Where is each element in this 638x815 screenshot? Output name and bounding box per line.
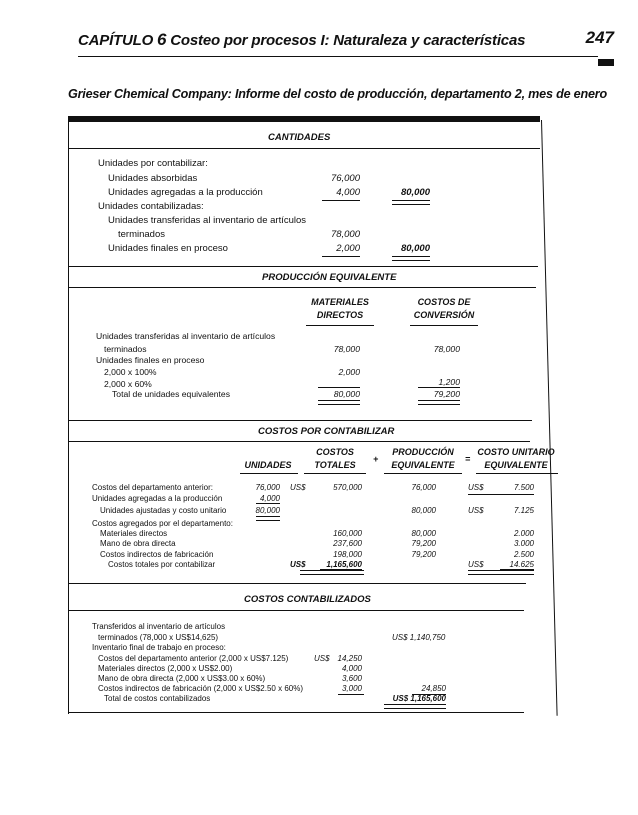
chapter-title: Costeo por procesos I: Naturaleza y características bbox=[170, 32, 526, 49]
total-value: US$ 1,165,600 bbox=[392, 694, 446, 703]
row-label: Unidades agregadas a la producción bbox=[92, 494, 223, 503]
row-unidades: 76,000 bbox=[255, 483, 280, 492]
row-currency: US$ bbox=[290, 560, 306, 569]
col-head-unidades: UNIDADES bbox=[244, 460, 292, 470]
underline bbox=[240, 473, 298, 474]
label: Costos indirectos de fabricación (2,000 x US$2.50 x 60%) bbox=[98, 684, 303, 693]
section-rule bbox=[68, 420, 532, 421]
value: 3,000 bbox=[341, 684, 362, 693]
col-head-line: MATERIALES bbox=[311, 297, 369, 307]
label: Mano de obra directa (2,000 x US$3.00 x 60%) bbox=[98, 674, 266, 683]
header-rule bbox=[78, 56, 598, 57]
total-value: 80,000 bbox=[400, 243, 430, 254]
label: 2,000 x 100% bbox=[104, 367, 157, 377]
row-unit-cost: 14.625 bbox=[509, 560, 534, 569]
value: 79,200 bbox=[433, 389, 460, 399]
underline bbox=[304, 473, 366, 474]
label: Costos del departamento anterior (2,000 x US$7.125) bbox=[98, 654, 289, 663]
value: US$ 1,140,750 bbox=[392, 633, 446, 642]
row-label: Costos indirectos de fabricación bbox=[100, 550, 214, 559]
label: Total de costos contabilizados bbox=[104, 694, 211, 703]
underline bbox=[256, 503, 280, 504]
row-totales: 570,000 bbox=[333, 483, 362, 492]
col-head-costos bbox=[300, 446, 370, 472]
row-totales: 237,600 bbox=[333, 539, 362, 548]
label: Inventario final de trabajo en proceso: bbox=[92, 643, 226, 652]
double-underline bbox=[468, 570, 534, 575]
label: Unidades finales en proceso bbox=[108, 243, 228, 254]
underline bbox=[384, 473, 462, 474]
label: Unidades agregadas a la producción bbox=[108, 187, 263, 198]
row-unit-currency: US$ bbox=[468, 506, 484, 515]
double-underline bbox=[300, 570, 364, 575]
col-head-line: COSTOS bbox=[316, 447, 354, 457]
label: terminados bbox=[104, 344, 147, 354]
double-underline bbox=[392, 200, 430, 205]
row-unidades: 80,000 bbox=[255, 506, 280, 515]
section-title-cantidades: CANTIDADES bbox=[268, 132, 331, 143]
underline bbox=[306, 325, 374, 326]
double-underline bbox=[256, 516, 280, 521]
label: terminados (78,000 x US$14,625) bbox=[98, 633, 219, 642]
value: 2,000 bbox=[336, 243, 360, 254]
section-title-costos-contabilizados: COSTOS CONTABILIZADOS bbox=[244, 594, 371, 605]
total-value: 80,000 bbox=[400, 187, 430, 198]
underline bbox=[468, 494, 534, 495]
underline bbox=[318, 387, 360, 388]
label: Unidades transferidas al inventario de artículos bbox=[108, 215, 307, 226]
row-label: Mano de obra directa bbox=[100, 539, 176, 548]
plus-sign: + bbox=[373, 454, 379, 464]
value: 80,000 bbox=[333, 389, 360, 399]
col-head-line: TOTALES bbox=[314, 460, 356, 470]
value: 76,000 bbox=[330, 173, 360, 184]
section-rule bbox=[68, 441, 530, 442]
col-head-line: EQUIVALENTE bbox=[391, 460, 455, 470]
value: 78,000 bbox=[333, 344, 360, 354]
report-bottom-rule bbox=[68, 712, 524, 713]
row-label: Costos agregados por el departamento: bbox=[92, 519, 233, 528]
label: Unidades transferidas al inventario de artículos bbox=[96, 331, 276, 341]
section-title-costos-contabilizar: COSTOS POR CONTABILIZAR bbox=[258, 426, 395, 437]
col-head-line: CONVERSIÓN bbox=[413, 310, 475, 320]
currency: US$ bbox=[314, 654, 330, 663]
row-label: Materiales directos bbox=[100, 529, 168, 538]
row-totales: 198,000 bbox=[333, 550, 362, 559]
label: Unidades por contabilizar: bbox=[98, 158, 208, 169]
section-title-produccion: PRODUCCIÓN EQUIVALENTE bbox=[262, 272, 397, 283]
row-unit-currency: US$ bbox=[468, 483, 484, 492]
row-unit-currency: US$ bbox=[468, 560, 484, 569]
value: 24,850 bbox=[421, 684, 446, 693]
row-currency: US$ bbox=[290, 483, 306, 492]
col-head-line: DIRECTOS bbox=[316, 310, 364, 320]
underline bbox=[418, 387, 460, 388]
underline bbox=[476, 473, 558, 474]
double-underline bbox=[384, 704, 446, 709]
double-underline bbox=[418, 400, 460, 405]
value: 14,250 bbox=[337, 654, 362, 663]
chapter-number: 6 bbox=[157, 30, 167, 49]
underline bbox=[322, 256, 360, 257]
label: Unidades finales en proceso bbox=[96, 355, 205, 365]
value: 4,000 bbox=[341, 664, 362, 673]
row-label: Costos totales por contabilizar bbox=[108, 560, 216, 569]
col-head-line: EQUIVALENTE bbox=[484, 460, 548, 470]
section-rule bbox=[68, 287, 536, 288]
row-unit-cost: 2.000 bbox=[513, 529, 534, 538]
label: Unidades absorbidas bbox=[108, 173, 198, 184]
underline bbox=[410, 325, 478, 326]
row-totales: 160,000 bbox=[333, 529, 362, 538]
section-rule bbox=[68, 583, 526, 584]
report-title: Grieser Chemical Company: Informe del costo de producción, departamento 2, mes de enero bbox=[68, 87, 607, 101]
chapter-prefix: CAPÍTULO bbox=[78, 32, 154, 49]
row-unit-cost: 7.125 bbox=[513, 506, 534, 515]
chapter-heading bbox=[78, 30, 525, 50]
label: Total de unidades equivalentes bbox=[112, 389, 231, 399]
value: 4,000 bbox=[336, 187, 360, 198]
col-head-line: COSTOS DE bbox=[417, 297, 471, 307]
col-head-costo-unitario bbox=[470, 446, 562, 472]
double-underline bbox=[318, 400, 360, 405]
row-equivalente: 79,200 bbox=[411, 550, 436, 559]
header-bar bbox=[598, 59, 614, 66]
value: 3,600 bbox=[341, 674, 362, 683]
underline bbox=[322, 200, 360, 201]
section-rule bbox=[68, 610, 524, 611]
row-unit-cost: 7.500 bbox=[513, 483, 534, 492]
label: Materiales directos (2,000 x US$2.00) bbox=[98, 664, 233, 673]
section-rule bbox=[68, 148, 540, 149]
row-unit-cost: 3.000 bbox=[513, 539, 534, 548]
col-head-conversion bbox=[404, 296, 484, 322]
value: 78,000 bbox=[330, 229, 360, 240]
double-underline bbox=[392, 256, 430, 261]
label: terminados bbox=[118, 229, 165, 240]
row-equivalente: 80,000 bbox=[411, 506, 436, 515]
col-head-materiales bbox=[300, 296, 380, 322]
report-right-edge bbox=[541, 120, 558, 716]
col-head-line: COSTO UNITARIO bbox=[477, 447, 555, 457]
row-unit-cost: 2.500 bbox=[513, 550, 534, 559]
value: 78,000 bbox=[433, 344, 460, 354]
section-rule bbox=[68, 266, 538, 267]
report-top-bar bbox=[68, 116, 540, 122]
row-label: Unidades ajustadas y costo unitario bbox=[100, 506, 227, 515]
page-number: 247 bbox=[585, 28, 614, 47]
row-label: Costos del departamento anterior: bbox=[92, 483, 213, 492]
value: 1,200 bbox=[438, 377, 460, 387]
row-totales: 1,165,600 bbox=[326, 560, 362, 569]
equals-sign: = bbox=[465, 454, 471, 464]
underline bbox=[338, 694, 364, 695]
label: Unidades contabilizadas: bbox=[98, 201, 204, 212]
row-unidades: 4,000 bbox=[259, 494, 280, 503]
label: 2,000 x 60% bbox=[104, 379, 152, 389]
value: 2,000 bbox=[338, 367, 360, 377]
label: Transferidos al inventario de artículos bbox=[92, 622, 226, 631]
row-equivalente: 80,000 bbox=[411, 529, 436, 538]
row-equivalente: 76,000 bbox=[411, 483, 436, 492]
row-equivalente: 79,200 bbox=[411, 539, 436, 548]
col-head-line: PRODUCCIÓN bbox=[392, 447, 454, 457]
col-head-produccion bbox=[382, 446, 464, 472]
